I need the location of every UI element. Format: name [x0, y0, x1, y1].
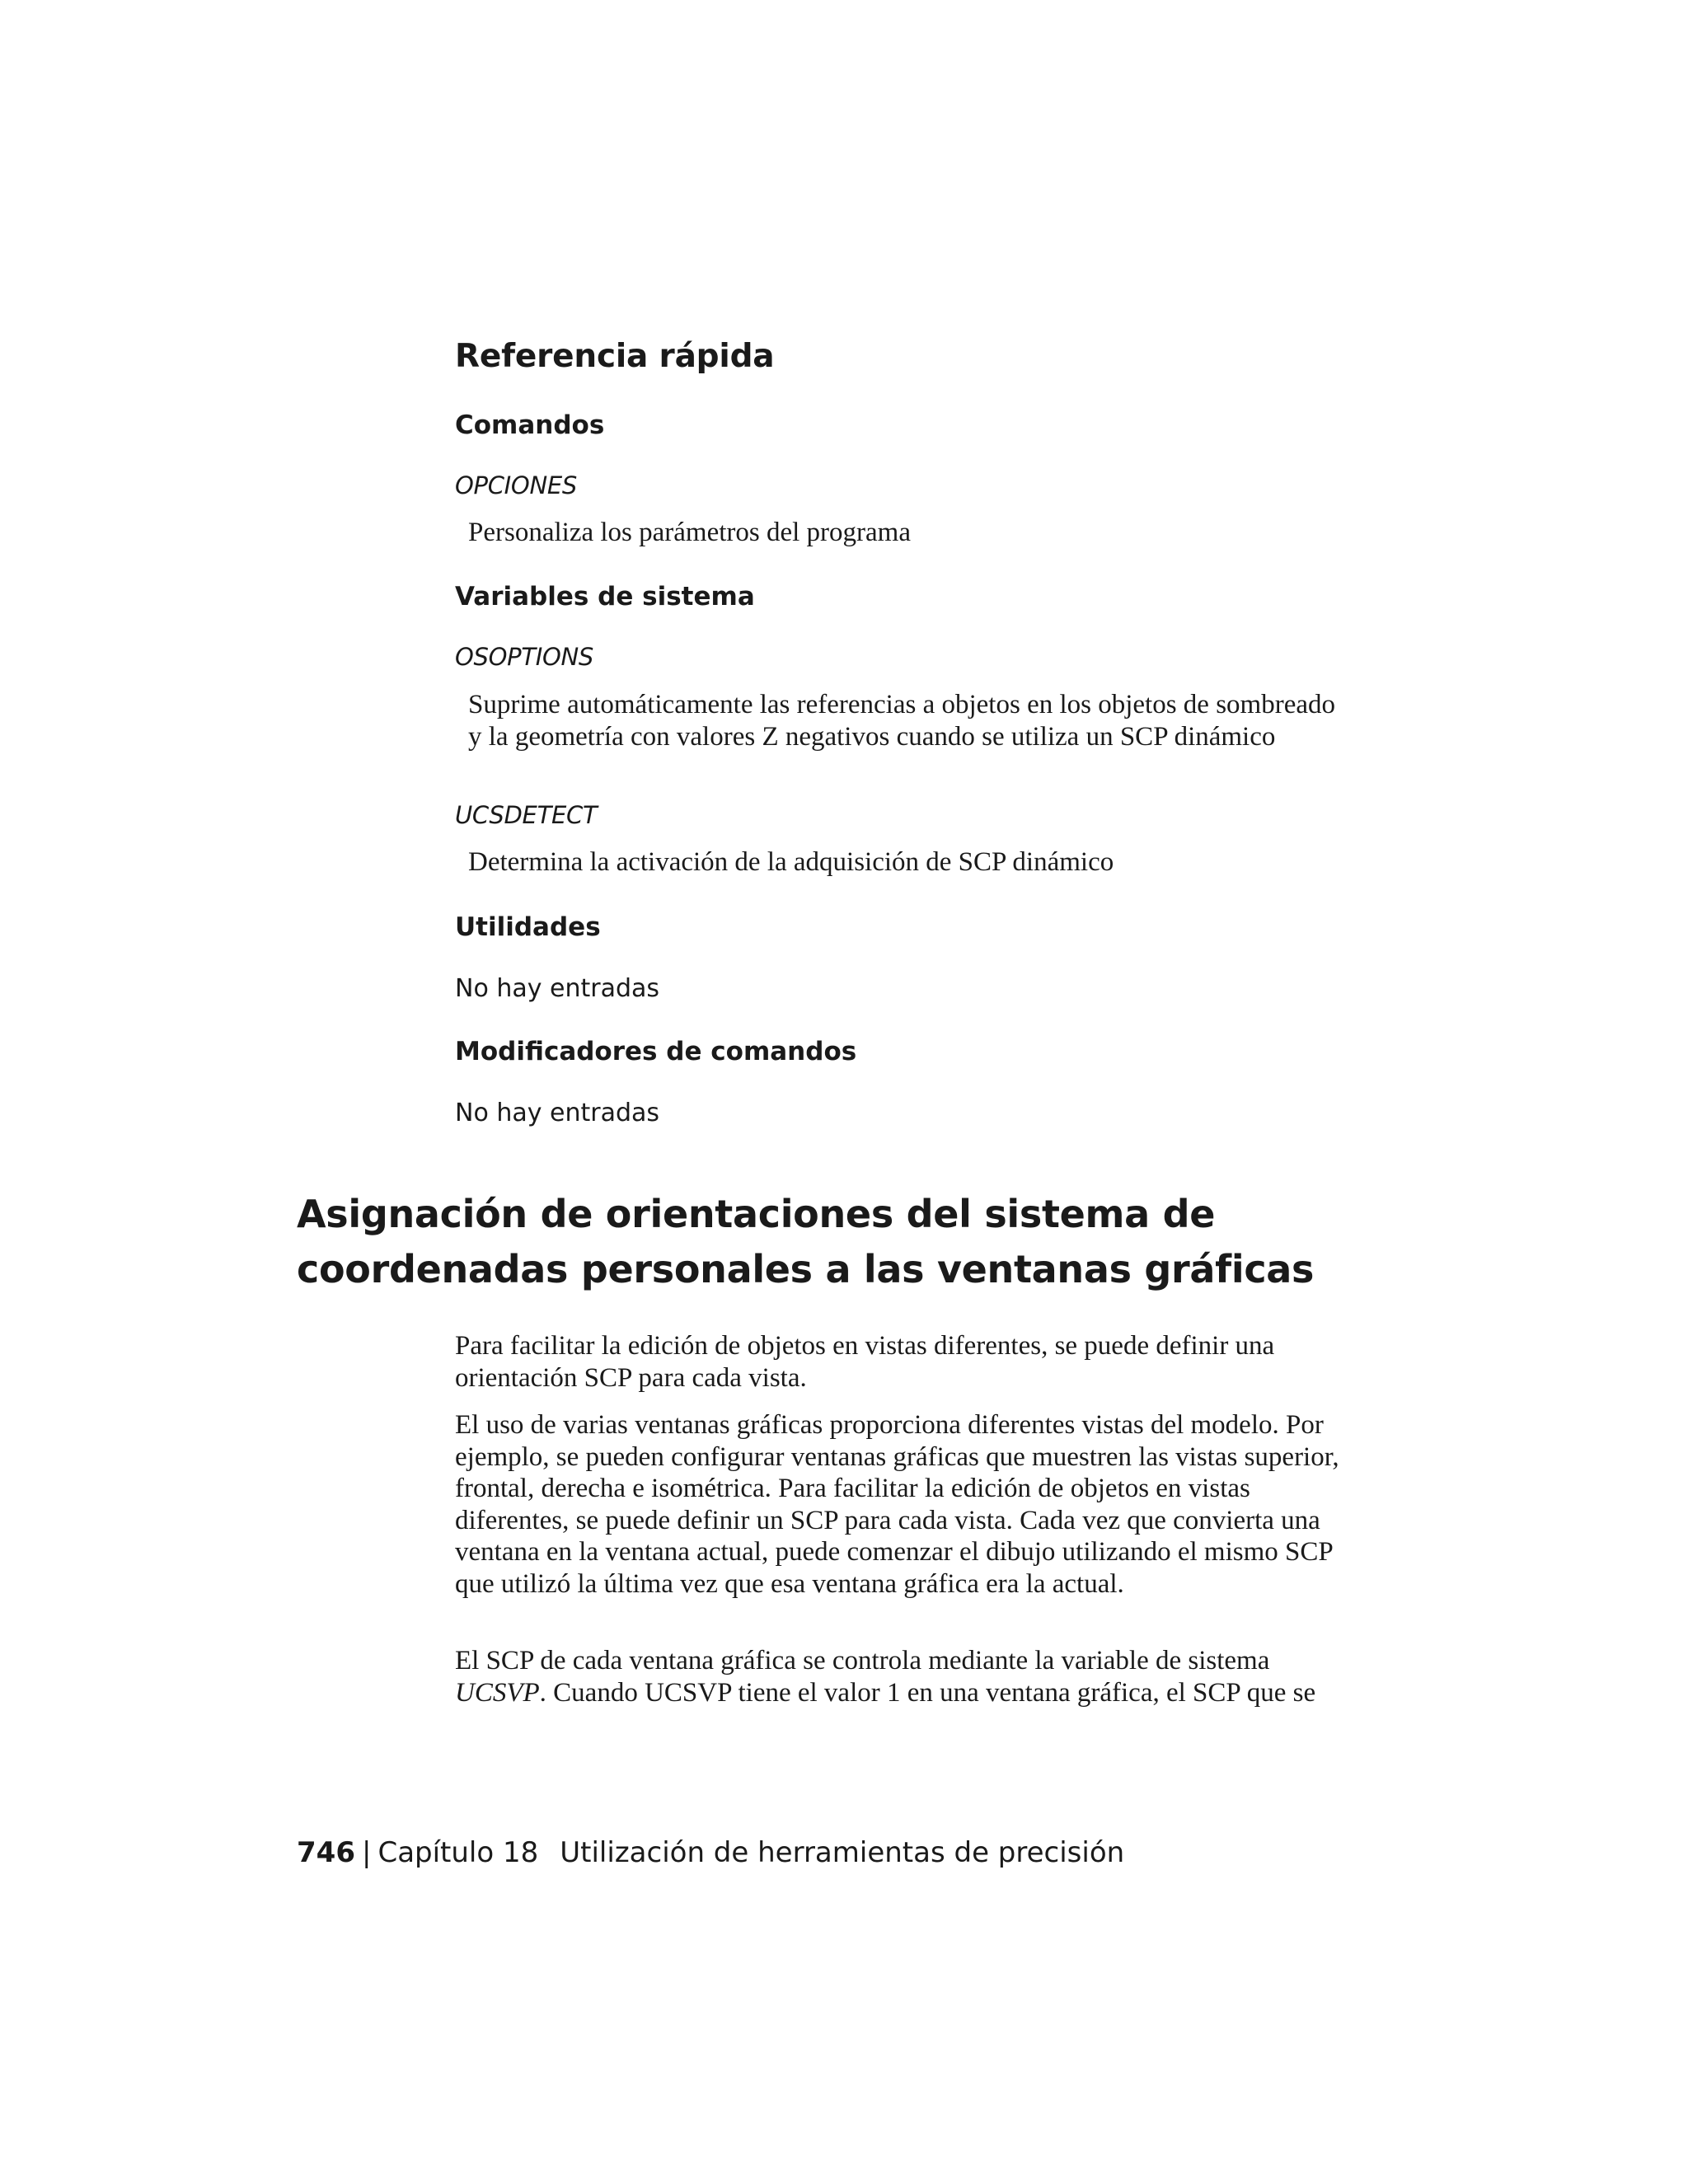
sysvar-term: UCSDETECT [455, 801, 598, 829]
page-footer [297, 1836, 1124, 1870]
utilities-heading: Utilidades [455, 912, 601, 942]
sysvar-description: Determina la activación de la adquisición de SCP dinámico [468, 847, 1114, 877]
paragraph-line: . Cuando UCSVP tiene el valor 1 en una ventana gráfica, el SCP que se [539, 1677, 1316, 1708]
chapter-label: Capítulo 18 [377, 1836, 539, 1869]
body-paragraph [455, 1645, 1362, 1708]
commands-heading: Comandos [455, 410, 605, 440]
command-description: Personaliza los parámetros del programa [468, 518, 911, 547]
body-paragraph: El uso de varias ventanas gráficas proporciona diferentes vistas del modelo. Por ejemplo, se pueden configurar ventanas gráficas que muestren las vistas superior, frontal, derecha e isométrica. Para facilitar la edición de objetos en vistas diferentes, se puede definir un SCP para cada vista. Cada vez que convierta una ventana en la ventana actual, puede comenzar el dibujo utilizando el mismo SCP que utilizó la última vez que esa ventana gráfica era la actual. [455, 1410, 1339, 1599]
page-number: 746 [297, 1836, 355, 1869]
footer-separator: | [361, 1836, 372, 1869]
sysvar-term: OSOPTIONS [455, 643, 594, 671]
modifiers-heading: Modificadores de comandos [455, 1037, 857, 1066]
modifiers-text: No hay entradas [455, 1099, 660, 1127]
quick-reference-title: Referencia rápida [455, 338, 775, 375]
section-heading: Asignación de orientaciones del sistema de coordenadas personales a las ventanas gráficas [297, 1192, 1315, 1291]
sysvar-description: Suprime automáticamente las referencias a objetos en los objetos de sombreado y la geometría con valores Z negativos cuando se utiliza un SCP dinámico [468, 690, 1335, 752]
utilities-text: No hay entradas [455, 974, 660, 1003]
sysvar-reference: UCSVP [455, 1677, 540, 1708]
body-paragraph: Para facilitar la edición de objetos en vistas diferentes, se puede definir una orientación SCP para cada vista. [455, 1331, 1275, 1393]
paragraph-line: El SCP de cada ventana gráfica se controla mediante la variable de sistema [455, 1646, 1270, 1675]
command-term: OPCIONES [455, 471, 577, 499]
chapter-title: Utilización de herramientas de precisión [560, 1836, 1125, 1869]
sysvars-heading: Variables de sistema [455, 582, 755, 612]
